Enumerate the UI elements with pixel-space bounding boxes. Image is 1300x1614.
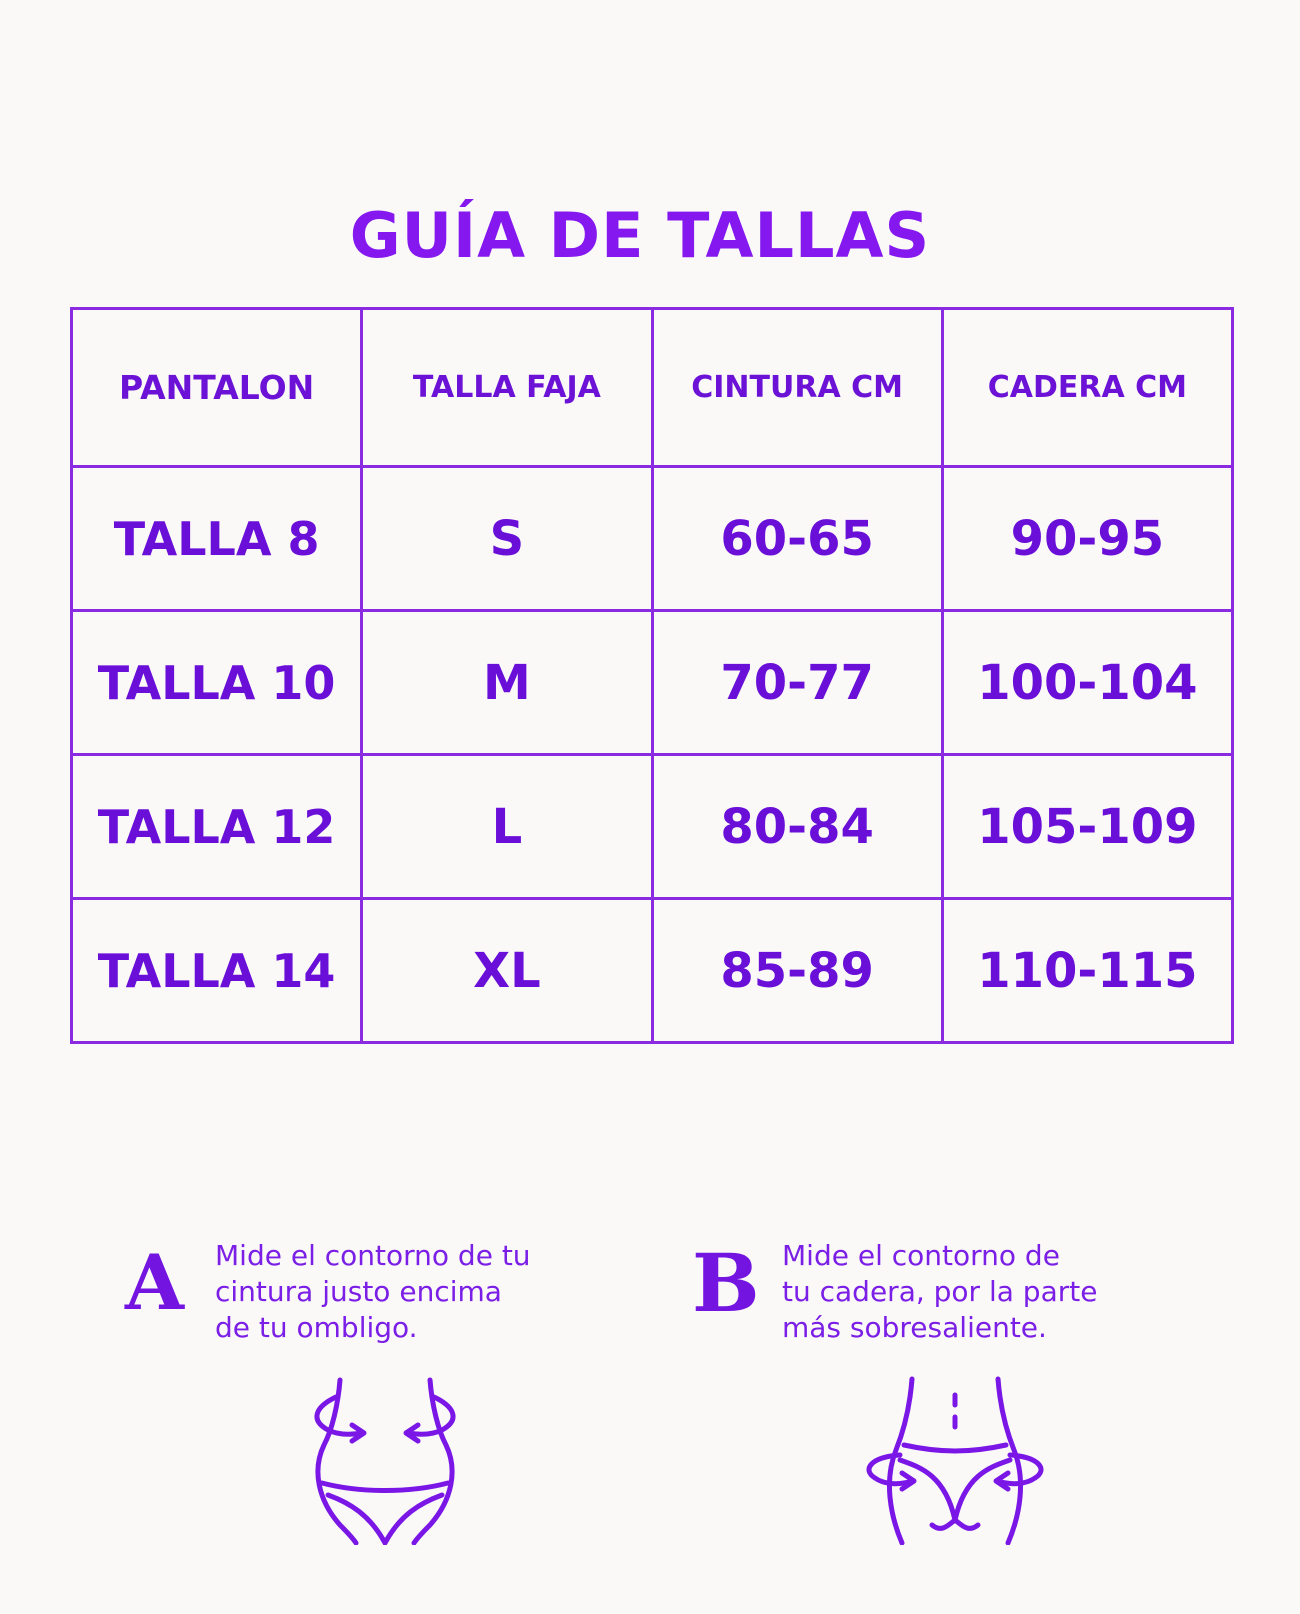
instruction-a-letter: A	[125, 1238, 184, 1327]
instruction-b-line: Mide el contorno de	[782, 1239, 1060, 1272]
cell-pantalon: TALLA 8	[72, 467, 362, 611]
instruction-b-line: tu cadera, por la parte	[782, 1275, 1098, 1308]
instruction-b-line: más sobresaliente.	[782, 1311, 1047, 1344]
cell-pantalon: TALLA 12	[72, 755, 362, 899]
header-cadera: CADERA CM	[942, 309, 1232, 467]
cell-talla-faja: XL	[362, 899, 652, 1043]
instruction-a-text	[215, 1238, 531, 1346]
cell-cintura: 85-89	[652, 899, 942, 1043]
instruction-b-text	[782, 1238, 1097, 1346]
cell-cintura: 80-84	[652, 755, 942, 899]
cell-cadera: 105-109	[942, 755, 1232, 899]
cell-cadera: 100-104	[942, 611, 1232, 755]
cell-cadera: 110-115	[942, 899, 1232, 1043]
instruction-a-line: cintura justo encima	[215, 1275, 502, 1308]
instruction-b-letter: B	[692, 1236, 760, 1330]
page-title: GUÍA DE TALLAS	[349, 199, 931, 272]
cell-talla-faja: L	[362, 755, 652, 899]
instruction-a-line: Mide el contorno de tu	[215, 1239, 531, 1272]
hip-measure-icon	[860, 1375, 1050, 1545]
header-cintura: CINTURA CM	[652, 309, 942, 467]
cell-talla-faja: M	[362, 611, 652, 755]
cell-cintura: 70-77	[652, 611, 942, 755]
waist-measure-icon	[310, 1375, 460, 1545]
cell-cadera: 90-95	[942, 467, 1232, 611]
cell-pantalon: TALLA 10	[72, 611, 362, 755]
table-header-row	[72, 309, 1233, 467]
table-row	[72, 899, 1233, 1043]
table-row	[72, 755, 1233, 899]
header-talla-faja: TALLA FAJA	[362, 309, 652, 467]
cell-talla-faja: S	[362, 467, 652, 611]
cell-pantalon: TALLA 14	[72, 899, 362, 1043]
table-row	[72, 467, 1233, 611]
instruction-a-line: de tu ombligo.	[215, 1311, 418, 1344]
size-guide-table	[70, 307, 1234, 1044]
table-row	[72, 611, 1233, 755]
cell-cintura: 60-65	[652, 467, 942, 611]
header-pantalon: PANTALON	[72, 309, 362, 467]
